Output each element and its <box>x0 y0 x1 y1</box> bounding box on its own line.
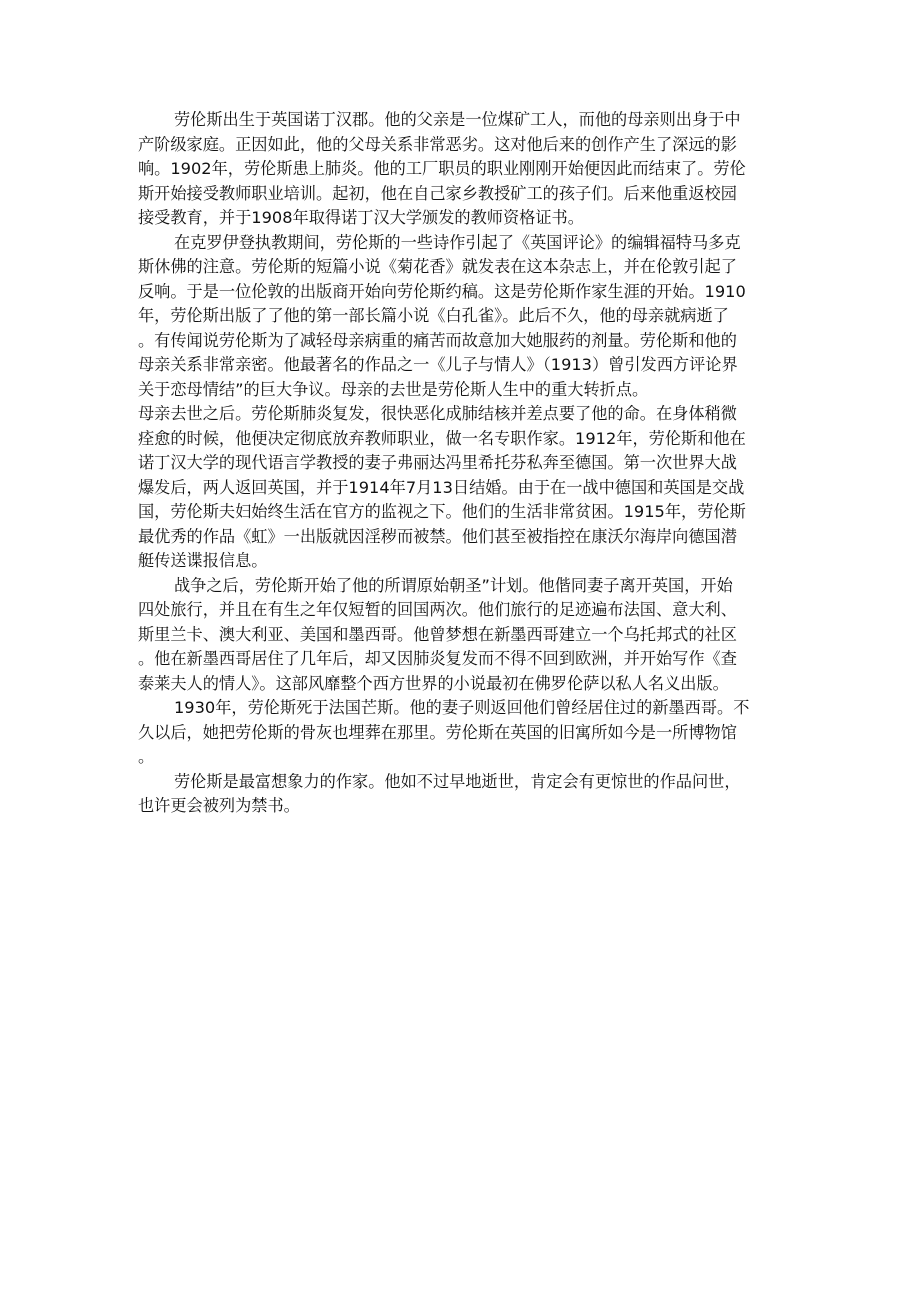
text-line: 斯休佛的注意。劳伦斯的短篇小说《菊花香》就发表在这本杂志上，并在伦敦引起了 <box>138 257 737 276</box>
text-line: 斯里兰卡、澳大利亚、美国和墨西哥。他曾梦想在新墨西哥建立一个乌托邦式的社区 <box>138 624 737 644</box>
text-line: 诺丁汉大学的现代语言学教授的妻子弗丽达冯里希托芬私奔至德国。第一次世界大战 <box>138 453 737 472</box>
paragraph <box>138 574 784 697</box>
paragraph <box>138 696 784 770</box>
text-line: 母亲去世之后。劳伦斯肺炎复发，很快恶化成肺结核并差点要了他的命。在身体稍微 <box>138 404 737 423</box>
text-line: 反响。于是一位伦敦的出版商开始向劳伦斯约稿。这是劳伦斯作家生涯的开始。1910 <box>138 281 746 301</box>
text-line: 国，劳伦斯夫妇始终生活在官方的监视之下。他们的生活非常贫困。1915年，劳伦斯 <box>138 502 746 521</box>
text-line: 斯开始接受教师职业培训。起初，他在自己家乡教授矿工的孩子们。后来他重返校园 <box>138 183 737 203</box>
text-line: 母亲关系非常亲密。他最著名的作品之一《儿子与情人》（1913）曾引发西方评论界 <box>138 355 738 374</box>
text-line: 也许更会被列为禁书。 <box>138 796 300 815</box>
text-line: 关于恋母情结”的巨大争议。母亲的去世是劳伦斯人生中的重大转折点。 <box>138 379 649 399</box>
text-line: 在克罗伊登执教期间，劳伦斯的一些诗作引起了《英国评论》的编辑福特马多克 <box>174 232 741 252</box>
text-line: 战争之后，劳伦斯开始了他的所谓原始朝圣”计划。他偕同妻子离开英国，开始 <box>174 575 733 595</box>
text-line: 劳伦斯是最富想象力的作家。他如不过早地逝世，肯定会有更惊世的作品问世， <box>174 771 741 791</box>
paragraph <box>138 231 784 403</box>
text-line: 接受教育，并于1908年取得诺丁汉大学颁发的教师资格证书。 <box>138 208 584 227</box>
document-body <box>138 108 784 819</box>
text-line: 久以后，她把劳伦斯的骨灰也埋葬在那里。劳伦斯在英国的旧寓所如今是一所博物馆 <box>138 722 737 742</box>
text-line: 艇传送谍报信息。 <box>138 551 268 570</box>
text-line: 最优秀的作品《虹》一出版就因淫秽而被禁。他们甚至被指控在康沃尔海岸向德国潜 <box>138 526 737 546</box>
text-line: 劳伦斯出生于英国诺丁汉郡。他的父亲是一位煤矿工人，而他的母亲则出身于中 <box>174 110 741 129</box>
text-line: 四处旅行，并且在有生之年仅短暂的回国两次。他们旅行的足迹遍布法国、意大利、 <box>138 600 737 619</box>
text-line: 。有传闻说劳伦斯为了减轻母亲病重的痛苦而故意加大她服药的剂量。劳伦斯和他的 <box>138 330 737 350</box>
text-line: 。 <box>138 747 155 766</box>
paragraph <box>138 770 784 819</box>
text-line: 响。1902年，劳伦斯患上肺炎。他的工厂职员的职业刚刚开始便因此而结束了。劳伦 <box>138 159 746 178</box>
text-line: 爆发后，两人返回英国，并于1914年7月13日结婚。由于在一战中德国和英国是交战 <box>138 477 745 497</box>
text-line: 。他在新墨西哥居住了几年后，却又因肺炎复发而不得不回到欧洲，并开始写作《查 <box>138 649 737 668</box>
paragraph <box>138 108 784 231</box>
text-line: 年，劳伦斯出版了了他的第一部长篇小说《白孔雀》。此后不久，他的母亲就病逝了 <box>138 306 729 325</box>
paragraph <box>138 402 784 574</box>
text-line: 泰莱夫人的情人》。这部风靡整个西方世界的小说最初在佛罗伦萨以私人名义出版。 <box>138 673 729 693</box>
text-line: 1930年，劳伦斯死于法国芒斯。他的妻子则返回他们曾经居住过的新墨西哥。不 <box>174 698 750 717</box>
text-line: 痊愈的时候，他便决定彻底放弃教师职业，做一名专职作家。1912年，劳伦斯和他在 <box>138 428 746 448</box>
text-line: 产阶级家庭。正因如此，他的父母关系非常恶劣。这对他后来的创作产生了深远的影 <box>138 134 737 154</box>
